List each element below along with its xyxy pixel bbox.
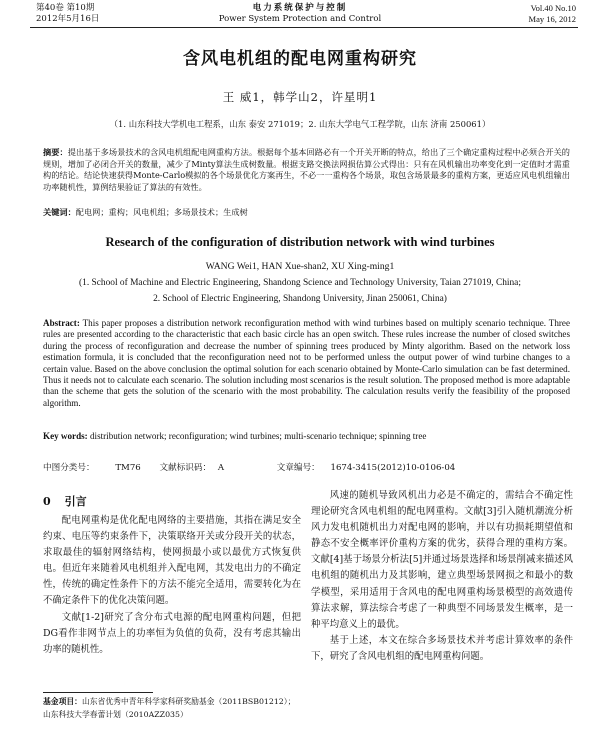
paragraph: 风速的随机导致风机出力必是不确定的，需结合不确定性理论研究含风电机组的配电网重构。文献[3]引入随机潮流分析风力发电机随机出力对配电网的影响，并以有功损耗期望值和静态不安全概率评价重构方案的优劣，获得合理的重构方案。文献[4]基于场景分析法[5]并通过场景选择和场景削减来描述风电机组的随机出力及其影响，建立典型场景网损之和最小的数学模型，采用适用于含风电的配电网重构场景模型的高效遗传算法求解，算法综合考虑了一种典型不同场景发生概率，是一种平均意义上的最优。 bbox=[311, 490, 573, 630]
volume-cn: 第40卷 第10期 bbox=[36, 3, 95, 13]
header-rule bbox=[30, 27, 578, 28]
journal-name-cn: 电力系统保护与控制 bbox=[252, 3, 348, 13]
body-right-column bbox=[311, 488, 573, 665]
footnote-rule bbox=[43, 692, 153, 693]
affiliation-en-2: 2. School of Electric Engineering, Shandong University, Jinan 250061, China) bbox=[153, 294, 447, 304]
header-journal bbox=[170, 3, 430, 25]
keywords-en bbox=[43, 431, 570, 442]
section-title: 引言 bbox=[64, 495, 87, 508]
paragraph: 基于上述，本文在综合多场景技术并考虑计算效率的条件下，研究了含风电机组的配电网重构问题。 bbox=[311, 634, 573, 662]
title-cn: 含风电机组的配电网重构研究 bbox=[183, 49, 417, 69]
date-cn: 2012年5月16日 bbox=[36, 14, 100, 24]
doc-value: A bbox=[217, 463, 225, 473]
article-value: 1674-3415(2012)10-0106-04 bbox=[330, 463, 456, 473]
authors-cn: 王 威1，韩学山2，许星明1 bbox=[222, 90, 378, 104]
section-heading bbox=[43, 493, 301, 509]
abstract-cn bbox=[43, 147, 570, 193]
abstract-en-label: Abstract: bbox=[43, 318, 80, 328]
authors-en: WANG Wei1, HAN Xue-shan2, XU Xing-ming1 bbox=[205, 261, 395, 272]
paragraph: 配电网重构是优化配电网络的主要措施，其指在满足安全约束、电压等约束条件下，决策联络开关或分段开关的状态，求取最佳的辐射网络结构，使网损最小或以最优方式恢复供电。但近年来随着风电机组并入配电网，其发电出力的不确定性，传统的确定性条件下的方法不能完全适用，需要转化为在不确定条件下的优化决策问题。 bbox=[43, 515, 301, 607]
header-left bbox=[36, 3, 99, 25]
funding-footnote bbox=[43, 696, 303, 721]
footnote-label: 基金项目： bbox=[43, 697, 82, 706]
body-left-column bbox=[43, 493, 301, 658]
classification-line bbox=[43, 461, 455, 473]
keywords-cn-label: 关键词： bbox=[43, 207, 76, 217]
keywords-en-label: Key words: bbox=[43, 431, 88, 441]
doc-label: 文献标识码： bbox=[159, 463, 212, 473]
keywords-cn-text: 配电网；重构；风电机组；多场景技术；生成树 bbox=[75, 207, 248, 217]
footnote-text: 山东省优秀中青年科学家科研奖励基金（2011BSB01212）；山东科技大学春蕾计划（2010AZZ035） bbox=[43, 697, 296, 719]
abstract-cn-text: 提出基于多场景技术的含风电机组配电网重构方法。根据每个基本回路必有一个开关开断的特点，给出了三个确定重构过程中必须合开关的规则，增加了必闭合开关的数量，减少了Minty算法生成树数量。根据支路交换法网损估算公式得出：只有在风机输出功率变化到一定值时才需重构的结论。结论快速获得Monte-Carlo模拟的各个场景优化方案再生，不必一一重构各个场景，取包含场景最多的重构方案，更适应风电机组输出功率随机性，算例结果验证了算法的有效性。 bbox=[43, 147, 570, 192]
keywords-en-text: distribution network; reconfiguration; wind turbines; multi-scenario technique; spinning tree bbox=[90, 431, 427, 441]
section-number: 0 bbox=[43, 495, 51, 508]
abstract-cn-label: 摘要： bbox=[43, 147, 68, 157]
article-label: 文章编号： bbox=[276, 463, 320, 473]
keywords-cn bbox=[43, 207, 570, 219]
affiliations-cn: （1. 山东科技大学机电工程系，山东 泰安 271019；2. 山东大学电气工程学院，山东 济南 250061） bbox=[109, 119, 491, 129]
affiliation-en-1: (1. School of Machine and Electric Engineering, Shandong Science and Technology University, Taian 271019, China; bbox=[79, 278, 521, 288]
clc-value: TM76 bbox=[115, 463, 141, 473]
volume-en: Vol.40 No.10 bbox=[530, 3, 576, 13]
clc-label: 中图分类号： bbox=[43, 463, 95, 473]
header-right bbox=[529, 3, 576, 25]
title-en: Research of the configuration of distribution network with wind turbines bbox=[105, 235, 495, 249]
date-en: May 16, 2012 bbox=[528, 14, 576, 24]
abstract-en bbox=[43, 318, 570, 409]
journal-name-en: Power System Protection and Control bbox=[218, 14, 382, 24]
paragraph: 文献[1-2]研究了含分布式电源的配电网重构问题，但把DG看作非网节点上的功率恒为负值的负荷，没有考虑其输出功率的随机性。 bbox=[43, 611, 301, 655]
abstract-en-text: This paper proposes a distribution network reconfiguration method with wind turbines based on multiply scenario technique. Three rules are presented according to the characteristic that each basic circle has an open switch. These rules increase the number of closed switches during the process of reconfiguration and decrease the number of spinning trees produced by Minty algorithm. Based on the network loss estimation formula, it is concluded that the reconfiguration need not to be performed unless the output power of wind turbine changes to a certain value. Based on the above conclusion the optimal solution for each scenario obtained by Monte-Carlo simulation can be fast determined. Thus it needs not to calculate each scenario. The solution including most scenarios is the result solution. The proposed method is more adaptable than the scheme that gets the solution of the scenario with the most probability. The calculation results verify the feasibility of the proposed algorithm. bbox=[43, 318, 570, 408]
